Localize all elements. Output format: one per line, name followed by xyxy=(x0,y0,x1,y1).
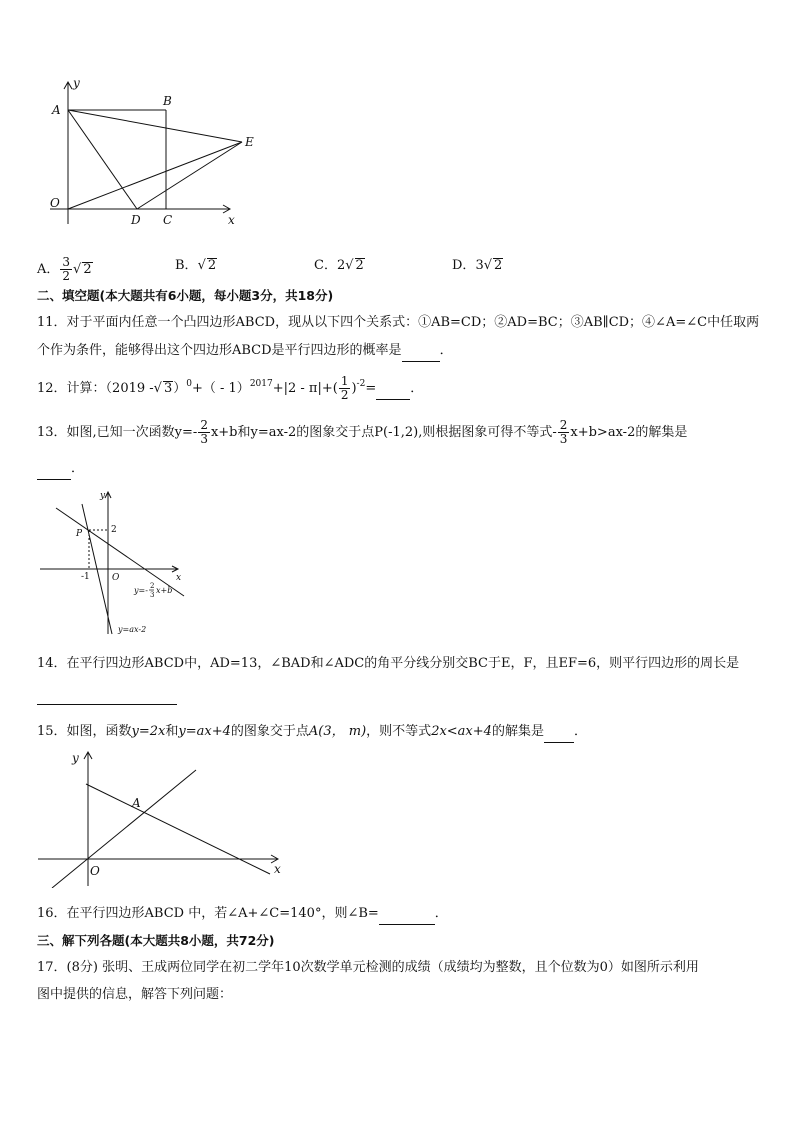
label-y: y xyxy=(100,491,106,501)
answer-blank[interactable] xyxy=(402,341,440,362)
label-x: x xyxy=(228,213,235,227)
q16: 16．在平行四边形ABCD 中，若∠A+∠C=140°，则∠B= ． xyxy=(37,904,448,925)
section-3-heading: 三、解下列各题(本大题共8小题，共72分) xyxy=(37,933,275,948)
q17-line1: 17．(8分) 张明、王成两位同学在初二学年10次数学单元检测的成绩（成绩均为整数，且个位数为0）如图所示利用 xyxy=(37,960,699,975)
q14-line2 xyxy=(37,684,177,705)
q13-line1: 13．如图,已知一次函数y=- $\frac{2}{3}$ x+b和y=ax-2的图象交于点P(-1,2),则根据图象可得不等式- $\frac{2}{3}$ x+b>ax-2的解集是 xyxy=(37,418,688,446)
answer-blank[interactable] xyxy=(376,379,410,400)
label-c: C xyxy=(163,213,173,227)
label-x: x xyxy=(274,862,281,876)
label-x: x xyxy=(176,573,182,583)
fraction: $\frac{2}{3}$ xyxy=(200,418,208,446)
line1-frac-num: 2 xyxy=(150,582,155,590)
line1-frac-den: 3 xyxy=(150,591,155,599)
label-a: A xyxy=(52,103,61,117)
label-p: P xyxy=(76,529,83,539)
option-c[interactable]: C．2√ 2 xyxy=(314,258,364,273)
fraction: $\frac{1}{2}$ xyxy=(340,374,349,402)
fraction: $\frac{3}{2}$ xyxy=(62,255,71,283)
line2-label: y=ax-2 xyxy=(118,625,147,634)
q10-options xyxy=(37,252,757,282)
q11-line1: 11．对于平面内任意一个凸四边形ABCD，现从以下四个关系式：①AB=CD；②AD=BC；③AB∥CD；④∠A=∠C中任取两 xyxy=(37,315,760,330)
label-o: O xyxy=(90,864,100,878)
figure-lines-intersect-a xyxy=(36,748,292,888)
segment-de xyxy=(137,142,242,209)
answer-blank[interactable] xyxy=(544,722,574,743)
answer-blank[interactable] xyxy=(379,904,435,925)
segment-ae xyxy=(68,110,242,142)
answer-blank[interactable] xyxy=(37,459,71,480)
label-y: y xyxy=(73,76,80,90)
line-y-2x xyxy=(52,770,196,888)
option-a[interactable]: A． $\frac{3}{2}$ √ 2 xyxy=(37,255,92,283)
label-o: O xyxy=(50,196,60,210)
line1-label-tail: x+b xyxy=(156,586,173,595)
label-o: O xyxy=(112,573,120,583)
section-2-heading: 二、填空题(本大题共有6小题，每小题3分，共18分) xyxy=(37,288,334,303)
figure-two-lines-p xyxy=(38,486,198,638)
label-e: E xyxy=(245,135,254,149)
q11-line2: 个作为条件，能够得出这个四边形ABCD是平行四边形的概率是 ． xyxy=(37,341,453,362)
q15: 15．如图，函数y=2x和y=ax+4的图象交于点A(3， m)，则不等式2x<ax+4的解集是 ． xyxy=(37,722,587,743)
option-d[interactable]: D．3√ 2 xyxy=(452,258,503,273)
line-y-ax-4 xyxy=(86,784,270,874)
label-y: y xyxy=(72,751,79,765)
q13-line2: ． xyxy=(37,459,84,480)
answer-blank[interactable] xyxy=(37,684,177,705)
segment-ad xyxy=(68,110,137,209)
label-d: D xyxy=(131,213,141,227)
line1-label: y=- xyxy=(134,586,148,595)
q14-line1: 14．在平行四边形ABCD中，AD=13，∠BAD和∠ADC的角平分线分别交BC于E，F，且EF=6，则平行四边形的周长是 xyxy=(37,656,740,671)
label-neg1: -1 xyxy=(81,572,90,582)
line-y-neg2-3x-b xyxy=(56,508,184,596)
label-2: 2 xyxy=(111,525,117,535)
option-b[interactable]: B．√ 2 xyxy=(175,258,217,273)
label-a: A xyxy=(132,796,141,810)
q17-line2: 图中提供的信息，解答下列问题： xyxy=(37,987,233,1002)
label-b: B xyxy=(163,94,172,108)
q12: 12．计算：（2019 -√ 3）$^0$+（ - 1）$^{2017}$+|2 - π|+( $\frac{1}{2}$ )$^{-2}$= ． xyxy=(37,374,424,402)
figure-square-abco xyxy=(40,74,270,234)
fraction: $\frac{2}{3}$ xyxy=(559,418,568,446)
segment-oe xyxy=(68,142,242,209)
